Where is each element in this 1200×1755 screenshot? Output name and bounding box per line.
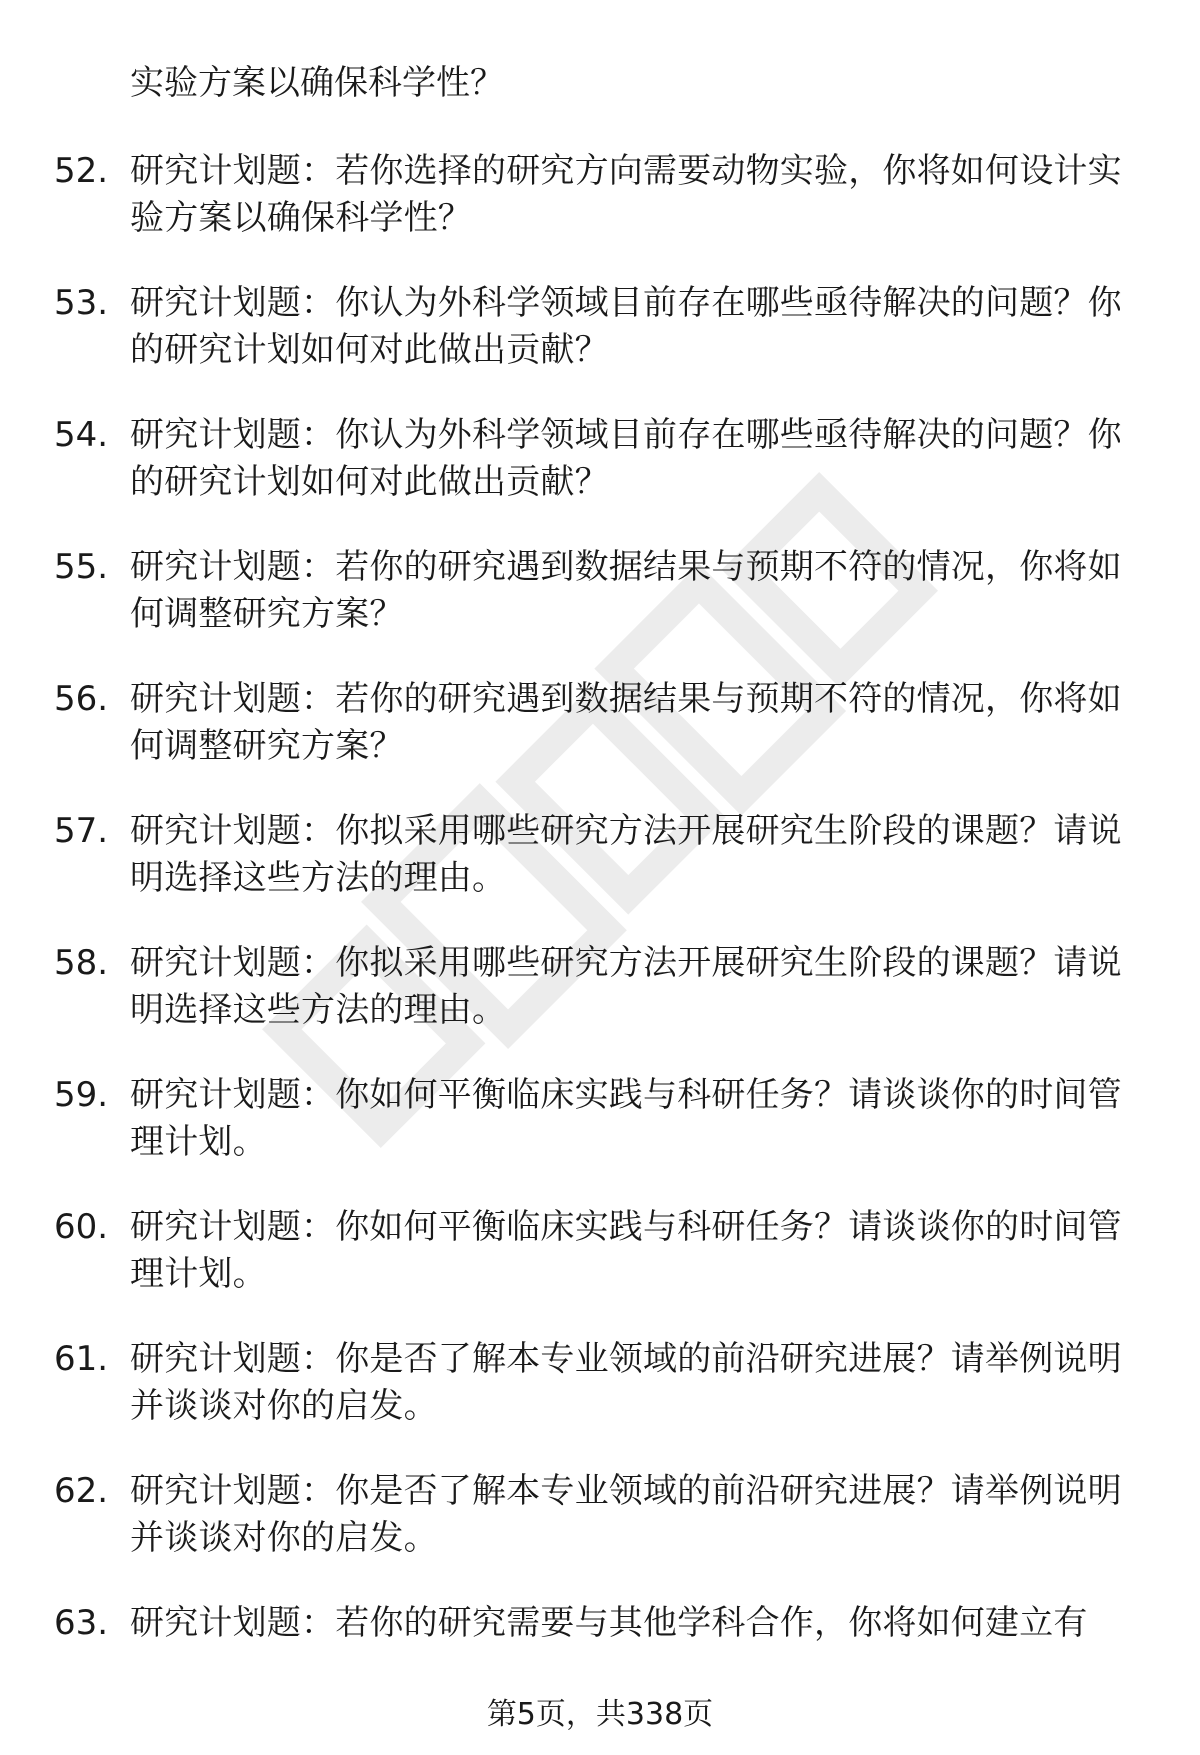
question-item: [0, 1072, 1200, 1204]
question-text: 研究计划题：你认为外科学领域目前存在哪些亟待解决的问题？你的研究计划如何对此做出贡献？: [130, 283, 1122, 370]
question-item: [0, 940, 1200, 1072]
question-item: [0, 412, 1200, 544]
question-number: 58.: [54, 943, 109, 983]
question-number: 53.: [54, 283, 109, 323]
question-item: [0, 148, 1200, 280]
question-text: 研究计划题：你拟采用哪些研究方法开展研究生阶段的课题？请说明选择这些方法的理由。: [130, 811, 1122, 898]
question-list: [0, 148, 1200, 1732]
question-number: 62.: [54, 1471, 109, 1511]
question-number: 60.: [54, 1207, 109, 1247]
page-number-footer: 第5页，共338页: [486, 1697, 714, 1732]
question-item: [0, 808, 1200, 940]
continued-question-text: 实验方案以确保科学性？: [130, 63, 504, 103]
question-item: [0, 1468, 1200, 1600]
question-number: 63.: [54, 1603, 109, 1643]
question-number: 52.: [54, 151, 109, 191]
question-text: 研究计划题：若你的研究遇到数据结果与预期不符的情况，你将如何调整研究方案？: [130, 679, 1122, 766]
question-text: 研究计划题：若你的研究遇到数据结果与预期不符的情况，你将如何调整研究方案？: [130, 547, 1122, 634]
question-item: [0, 1336, 1200, 1468]
question-text: 研究计划题：你认为外科学领域目前存在哪些亟待解决的问题？你的研究计划如何对此做出贡献？: [130, 415, 1122, 502]
question-text: 研究计划题：你如何平衡临床实践与科研任务？请谈谈你的时间管理计划。: [130, 1075, 1122, 1162]
question-item: [0, 544, 1200, 676]
question-item: [0, 676, 1200, 808]
question-item: [0, 1204, 1200, 1336]
question-text: 研究计划题：若你的研究需要与其他学科合作，你将如何建立有: [130, 1603, 1088, 1643]
question-number: 57.: [54, 811, 109, 851]
question-text: 研究计划题：你如何平衡临床实践与科研任务？请谈谈你的时间管理计划。: [130, 1207, 1122, 1294]
question-text: 研究计划题：你是否了解本专业领域的前沿研究进展？请举例说明并谈谈对你的启发。: [130, 1339, 1122, 1426]
question-text: 研究计划题：你拟采用哪些研究方法开展研究生阶段的课题？请说明选择这些方法的理由。: [130, 943, 1122, 1030]
question-text: 研究计划题：若你选择的研究方向需要动物实验，你将如何设计实验方案以确保科学性？: [130, 151, 1122, 238]
question-number: 54.: [54, 415, 109, 455]
question-item: [0, 280, 1200, 412]
question-number: 55.: [54, 547, 109, 587]
question-text: 研究计划题：你是否了解本专业领域的前沿研究进展？请举例说明并谈谈对你的启发。: [130, 1471, 1122, 1558]
question-number: 61.: [54, 1339, 109, 1379]
question-number: 56.: [54, 679, 109, 719]
question-number: 59.: [54, 1075, 109, 1115]
